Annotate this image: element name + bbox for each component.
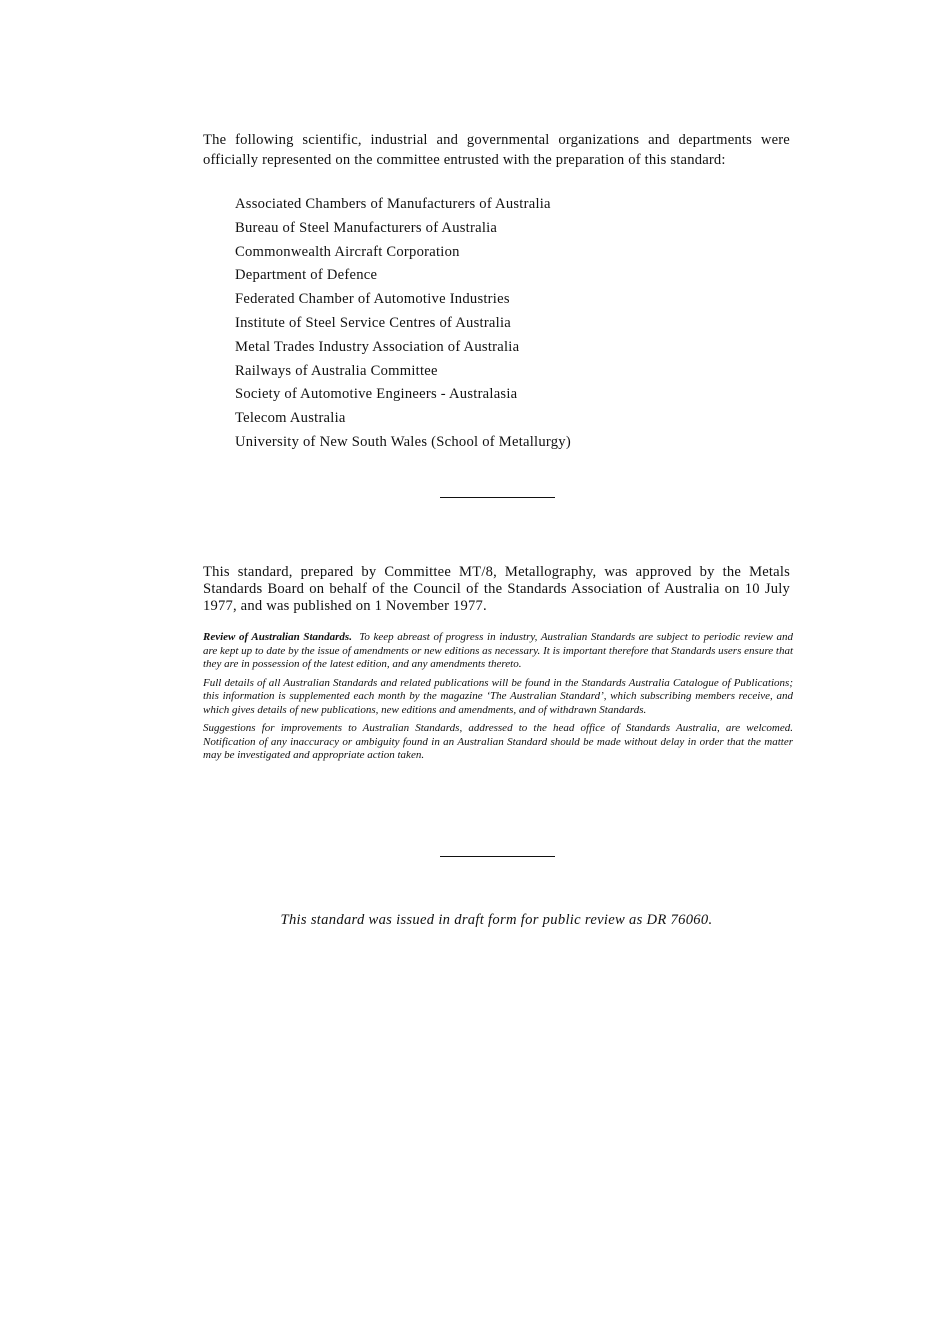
approval-statement: This standard, prepared by Committee MT/8, Metallography, was approved by the Metals Standards Board on behalf of the Council of the Standards Association of Australia on 10 July 1977, and was published on 1 November 1977. bbox=[203, 564, 790, 614]
list-item: Society of Automotive Engineers - Australasia bbox=[235, 386, 518, 403]
divider bbox=[440, 856, 555, 857]
review-text: To keep abreast of progress in industry, Australian Standards are subject to periodic review and are kept up to date by the issue of amendments or new editions as necessary. It is important therefore that Standards users ensure that they are in possession of the latest edition, and any amendments thereto. bbox=[203, 631, 793, 670]
organization-list bbox=[235, 193, 571, 455]
list-item: Metal Trades Industry Association of Australia bbox=[235, 338, 520, 355]
list-item: University of New South Wales (School of Metallurgy) bbox=[235, 433, 571, 450]
list-item: Associated Chambers of Manufacturers of Australia bbox=[235, 196, 551, 212]
review-note bbox=[203, 631, 793, 672]
details-note: Full details of all Australian Standards and related publications will be found in the Standards Australia Catalogue of Publications; this information is supplemented each month by the magazine ‘The Australian Standard’, which subscribing members receive, and which gives details of new publications, new editions and amendments, and of withdrawn Standards. bbox=[203, 676, 793, 716]
list-item: Institute of Steel Service Centres of Australia bbox=[235, 314, 511, 331]
list-item: Federated Chamber of Automotive Industries bbox=[235, 291, 510, 308]
list-item: Commonwealth Aircraft Corporation bbox=[235, 243, 460, 260]
list-item: Railways of Australia Committee bbox=[235, 362, 438, 379]
list-item: Telecom Australia bbox=[235, 410, 346, 427]
draft-note: This standard was issued in draft form for public review as DR 76060. bbox=[280, 912, 713, 928]
notes-section bbox=[203, 631, 793, 768]
divider bbox=[440, 497, 555, 498]
review-heading: Review of Australian Standards. bbox=[203, 631, 352, 643]
list-item: Bureau of Steel Manufacturers of Australia bbox=[235, 219, 498, 236]
committee-intro: The following scientific, industrial and governmental organizations and departments were officially represented on the committee entrusted with the preparation of this standard: bbox=[203, 132, 790, 168]
list-item: Department of Defence bbox=[235, 267, 378, 284]
suggestions-note: Suggestions for improvements to Australian Standards, addressed to the head office of Standards Australia, are welcomed. Notification of any inaccuracy or ambiguity found in an Australian Standard should be made without delay in order that the matter may be investigated and appropriate action taken. bbox=[203, 722, 793, 761]
